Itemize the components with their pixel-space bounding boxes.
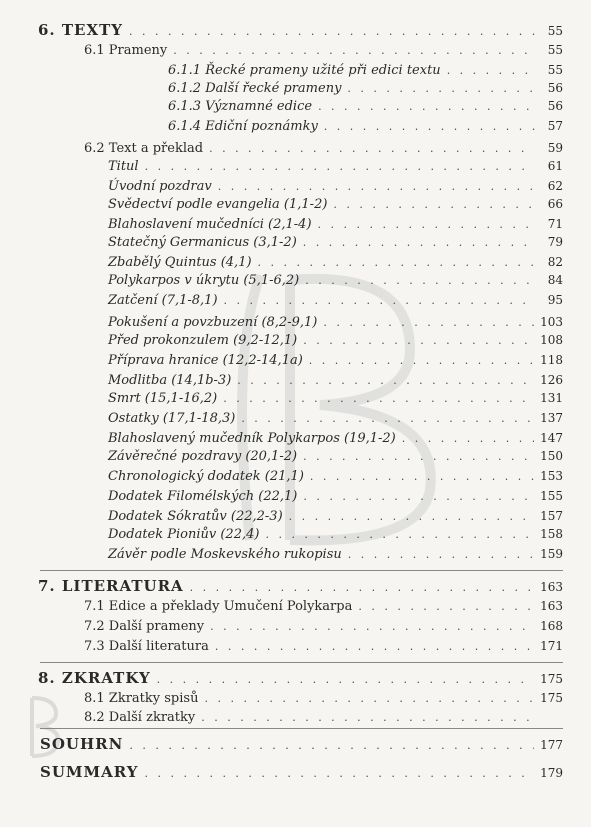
toc-page-number: 79: [547, 235, 563, 249]
dot-leader: [303, 333, 534, 349]
dot-leader: [323, 315, 534, 331]
toc-entry[interactable]: [84, 710, 563, 726]
dot-leader: [204, 691, 534, 707]
toc-entry[interactable]: [108, 178, 563, 195]
toc-entry[interactable]: [108, 390, 563, 407]
toc-page-number: 168: [540, 619, 563, 633]
toc-page-number: 55: [547, 24, 563, 38]
toc-entry[interactable]: [84, 42, 563, 59]
toc-entry-title: 6.1.3 Významné edice: [168, 99, 313, 114]
dot-leader: [190, 580, 534, 596]
toc-entry[interactable]: [84, 638, 563, 655]
toc-entry-title: Úvodní pozdrav: [108, 179, 212, 194]
toc-page-number: 84: [547, 273, 563, 287]
toc-entry[interactable]: [40, 736, 563, 754]
toc-page-number: 108: [540, 333, 563, 347]
toc-entry[interactable]: [108, 292, 563, 309]
dot-leader: [303, 489, 534, 505]
toc-entry[interactable]: [108, 430, 563, 447]
dot-leader: [157, 672, 534, 688]
section-divider: [40, 728, 563, 729]
dot-leader: [215, 639, 534, 655]
toc-entry[interactable]: [108, 254, 563, 271]
toc-entry-title: Statečný Germanicus (3,1-2): [108, 235, 297, 250]
dot-leader: [348, 547, 534, 563]
toc-page-number: 147: [540, 431, 563, 445]
toc-page-number: 82: [547, 255, 563, 269]
toc-entry-title: Pokušení a povzbuzení (8,2-9,1): [108, 315, 318, 330]
toc-entry[interactable]: [108, 488, 563, 505]
toc-entry-title: 6.2 Text a překlad: [84, 141, 204, 156]
toc-entry-title: Smrt (15,1-16,2): [108, 391, 218, 406]
toc-entry[interactable]: [108, 372, 563, 389]
toc-page-number: 57: [547, 119, 563, 133]
toc-page-number: 56: [547, 99, 563, 113]
toc-entry[interactable]: [108, 332, 563, 349]
toc-entry[interactable]: [38, 22, 563, 40]
toc-page-number: 95: [547, 293, 563, 307]
toc-page-number: 171: [540, 639, 563, 653]
toc-page-number: 118: [540, 353, 563, 367]
toc-entry-title: Blahoslavený mučedník Polykarpos (19,1-2): [108, 431, 396, 446]
toc-entry[interactable]: [168, 98, 563, 115]
toc-page-number: 61: [547, 159, 563, 173]
dot-leader: [310, 469, 534, 485]
toc-entry[interactable]: [84, 618, 563, 635]
toc-entry-title: Chronologický dodatek (21,1): [108, 469, 304, 484]
dot-leader: [241, 411, 534, 427]
toc-page-number: 163: [540, 580, 563, 594]
dot-leader: [333, 197, 535, 213]
dot-leader: [223, 391, 534, 407]
toc-entry-title: Modlitba (14,1b-3): [108, 373, 232, 388]
dot-leader: [129, 24, 535, 40]
dot-leader: [303, 449, 534, 465]
toc-entry[interactable]: [84, 598, 563, 615]
toc-entry[interactable]: [108, 158, 563, 175]
toc-entry-title: Ostatky (17,1-18,3): [108, 411, 236, 426]
toc-page-number: 159: [540, 547, 563, 561]
toc-page-number: 66: [547, 197, 563, 211]
toc-entry[interactable]: [108, 468, 563, 485]
dot-leader: [402, 431, 534, 447]
toc-entry-title: 7.1 Edice a překlady Umučení Polykarpa: [84, 599, 353, 614]
dot-leader: [347, 81, 535, 97]
toc-page-number: 179: [540, 766, 563, 780]
dot-leader: [318, 99, 535, 115]
toc-entry[interactable]: [108, 410, 563, 427]
dot-leader: [210, 619, 534, 635]
dot-leader: [303, 235, 535, 251]
toc-entry-title: 6.1.1 Řecké prameny užité při edici textu: [168, 63, 441, 78]
toc-entry-title: Dodatek Sókratův (22,2-3): [108, 509, 283, 524]
dot-leader: [129, 738, 534, 754]
toc-entry-title: 8. ZKRATKY: [38, 669, 151, 687]
dot-leader: [265, 527, 534, 543]
toc-entry-title: Svědectví podle evangelia (1,1-2): [108, 197, 328, 212]
toc-entry[interactable]: [168, 118, 563, 135]
toc-entry[interactable]: [168, 80, 563, 97]
dot-leader: [237, 373, 534, 389]
toc-entry[interactable]: [108, 352, 563, 369]
dot-leader: [289, 509, 534, 525]
dot-leader: [218, 179, 535, 195]
toc-entry[interactable]: [40, 764, 563, 782]
toc-page-number: 175: [540, 691, 563, 705]
section-divider: [40, 662, 563, 663]
dot-leader: [358, 599, 534, 615]
toc-entry-title: 6. TEXTY: [38, 21, 123, 39]
toc-entry[interactable]: [108, 546, 563, 563]
dot-leader: [305, 273, 535, 289]
toc-entry-title: Titul: [108, 159, 139, 174]
toc-entry[interactable]: [108, 526, 563, 543]
toc-entry-title: Příprava hranice (12,2-14,1a): [108, 353, 303, 368]
section-divider: [40, 570, 563, 571]
toc-page-number: 62: [547, 179, 563, 193]
toc-page-number: 55: [547, 43, 563, 57]
toc-entry[interactable]: [108, 196, 563, 213]
toc-page-number: 158: [540, 527, 563, 541]
toc-entry[interactable]: [38, 670, 563, 688]
toc-entry-title: 6.1.4 Ediční poznámky: [168, 119, 318, 134]
toc-entry-title: Zbabělý Quintus (4,1): [108, 255, 252, 270]
dot-leader: [324, 119, 535, 135]
toc-entry-title: SUMMARY: [40, 763, 139, 781]
toc-entry-title: Závěr podle Moskevského rukopisu: [108, 547, 342, 562]
toc-entry-title: 7.2 Další prameny: [84, 619, 205, 634]
dot-leader: [447, 63, 535, 79]
toc-page-number: 153: [540, 469, 563, 483]
toc-entry[interactable]: [38, 578, 563, 596]
toc-entry-title: 6.1 Prameny: [84, 43, 168, 58]
toc-page-number: 177: [540, 738, 563, 752]
toc-entry-title: 8.1 Zkratky spisů: [84, 691, 199, 706]
dot-leader: [318, 217, 535, 233]
toc-page-number: 157: [540, 509, 563, 523]
toc-entry-title: 8.2 Další zkratky: [84, 710, 196, 725]
toc-entry[interactable]: [168, 62, 563, 79]
toc-entry-title: Dodatek Pioniův (22,4): [108, 527, 260, 542]
toc-page-number: 126: [540, 373, 563, 387]
dot-leader: [201, 710, 535, 726]
toc-entry-title: 6.1.2 Další řecké prameny: [168, 81, 342, 96]
dot-leader: [258, 255, 535, 271]
toc-entry[interactable]: [84, 140, 563, 157]
toc-entry[interactable]: [108, 234, 563, 251]
toc-entry[interactable]: [108, 216, 563, 233]
toc-page-number: 59: [547, 141, 563, 155]
toc-page-number: 131: [540, 391, 563, 405]
toc-entry-title: SOUHRN: [40, 735, 124, 753]
toc-entry[interactable]: [108, 508, 563, 525]
dot-leader: [209, 141, 535, 157]
toc-page-number: 175: [540, 672, 563, 686]
toc-page-number: 71: [547, 217, 563, 231]
toc-entry-title: Zatčení (7,1-8,1): [108, 293, 218, 308]
toc-entry[interactable]: [84, 690, 563, 707]
toc-page-number: 155: [540, 489, 563, 503]
toc-entry-title: 7. LITERATURA: [38, 577, 184, 595]
dot-leader: [173, 43, 535, 59]
toc-entry-title: 7.3 Další literatura: [84, 639, 209, 654]
toc-entry[interactable]: [108, 272, 563, 289]
toc-page-number: 163: [540, 599, 563, 613]
toc-entry-title: Blahoslavení mučedníci (2,1-4): [108, 217, 312, 232]
toc-entry-title: Před prokonzulem (9,2-12,1): [108, 333, 298, 348]
dot-leader: [144, 766, 534, 782]
toc-page-number: 55: [547, 63, 563, 77]
dot-leader: [145, 159, 535, 175]
toc-entry-title: Polykarpos v úkrytu (5,1-6,2): [108, 273, 300, 288]
toc-entry-title: Závěrečné pozdravy (20,1-2): [108, 449, 298, 464]
toc-page-number: 150: [540, 449, 563, 463]
dot-leader: [309, 353, 534, 369]
toc-entry[interactable]: [108, 448, 563, 465]
toc-page-number: 137: [540, 411, 563, 425]
toc-page-number: 103: [540, 315, 563, 329]
toc-entry[interactable]: [108, 314, 563, 331]
toc-page-number: 56: [547, 81, 563, 95]
dot-leader: [224, 293, 535, 309]
toc-entry-title: Dodatek Filomélských (22,1): [108, 489, 298, 504]
